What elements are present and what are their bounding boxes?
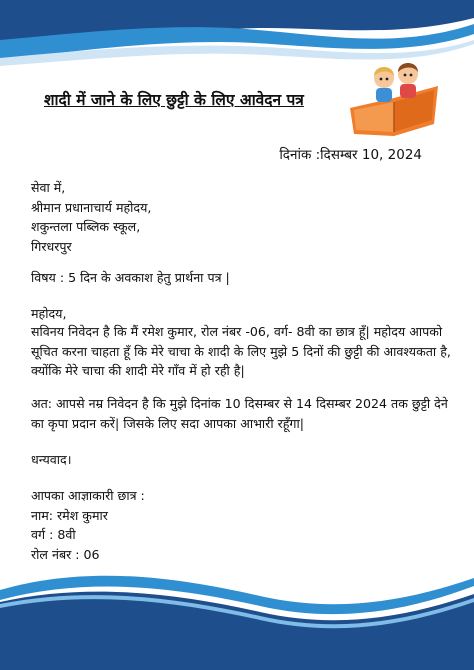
salutation: महोदय, — [31, 306, 67, 321]
signature-line: नाम: रमेश कुमार — [31, 507, 108, 523]
letter-date: दिनांक :दिसम्बर 10, 2024 — [279, 147, 422, 163]
closing-thanks: धन्यवाद। — [31, 452, 72, 467]
address-line: गिरधरपुर — [31, 238, 72, 254]
kids-reading-book-illustration — [344, 58, 444, 144]
body-paragraph-1: सविनय निवेदन है कि मैं रमेश कुमार, रोल नंबर -06, वर्ग- 8वी का छात्र हूँ| महोदय आपको सूचित करना चाहता हूँ कि मेरे चाचा के शादी के लिए मुझे 5 दिनों की छुट्टी की आवश्यकता है, क्योंकि मेरे चाचा की शादी मेरे गाँव में हो रही है| — [31, 324, 451, 378]
address-line: सेवा में, — [31, 180, 66, 195]
signature-line: आपका आज्ञाकारी छात्र : — [31, 488, 145, 503]
letter-title: शादी में जाने के लिए छुट्टी के लिए आवेदन पत्र — [44, 91, 304, 109]
signature-line: रोल नंबर : 06 — [31, 546, 100, 562]
signature-line: वर्ग : 8वी — [31, 527, 76, 542]
body-paragraph-2: अत: आपसे नम्र निवेदन है कि मुझे दिनांक 10 दिसम्बर से 14 दिसम्बर 2024 तक छुट्टी देने का कृपा प्रदान करें| जिसके लिए सदा आपका आभारी रहूँगा| — [31, 396, 448, 431]
bottom-wave-decoration — [0, 560, 474, 670]
signature-block — [31, 486, 456, 564]
recipient-address — [31, 178, 456, 256]
address-line: श्रीमान प्रधानाचार्य महोदय, — [31, 199, 152, 215]
letter-subject: विषय : 5 दिन के अवकाश हेतु प्रार्थना पत्र | — [31, 270, 230, 285]
address-line: शकुन्तला पब्लिक स्कूल, — [31, 219, 141, 234]
